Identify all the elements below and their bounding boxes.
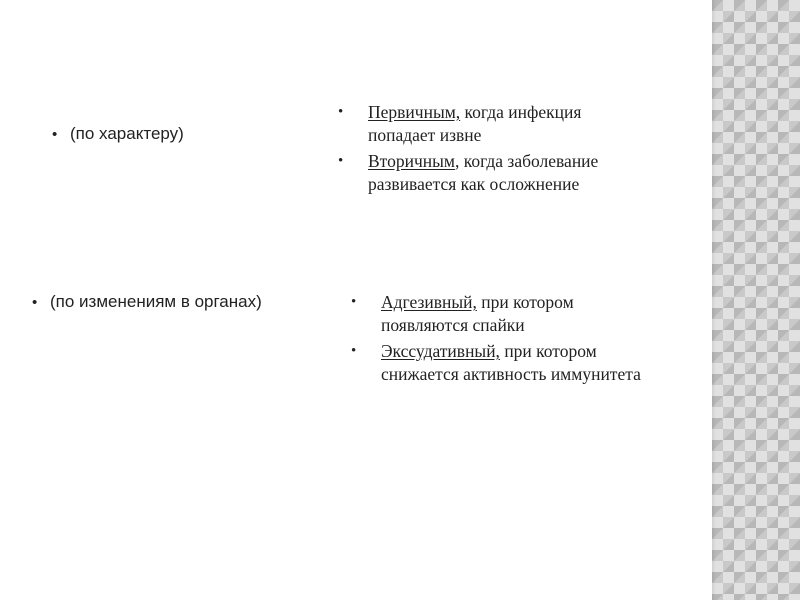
decorative-side-panel bbox=[712, 0, 800, 600]
item-text: при котором bbox=[499, 341, 597, 361]
item-text: появляются спайки bbox=[381, 315, 525, 335]
list-item-primary bbox=[338, 101, 598, 147]
list-item-exudative bbox=[351, 340, 641, 386]
list-item-secondary bbox=[338, 150, 598, 196]
bullet-icon: • bbox=[52, 126, 58, 143]
list-item-adhesive bbox=[351, 291, 641, 337]
term-adhesive: Адгезивный, bbox=[381, 292, 477, 312]
term-secondary: Вторичным bbox=[368, 151, 455, 171]
bullet-icon: • bbox=[338, 104, 344, 120]
item-text: развивается как осложнение bbox=[368, 174, 580, 194]
item-text: попадает извне bbox=[368, 125, 482, 145]
item-text: снижается активность иммунитета bbox=[381, 364, 641, 384]
bullet-icon: • bbox=[351, 294, 357, 310]
item-text: при котором bbox=[476, 292, 574, 312]
term-primary: Первичным, bbox=[368, 102, 461, 122]
category-label: (по характеру) bbox=[70, 124, 184, 143]
category-by-character bbox=[52, 123, 184, 146]
bullet-icon: • bbox=[351, 343, 357, 359]
bullet-icon: • bbox=[338, 153, 344, 169]
category-label: (по изменениям в органах) bbox=[50, 292, 262, 311]
category-by-organ-changes bbox=[32, 291, 262, 314]
item-text: , когда заболевание bbox=[454, 151, 599, 171]
item-text: когда инфекция bbox=[460, 102, 582, 122]
list-by-organ-changes bbox=[351, 291, 641, 386]
bullet-icon: • bbox=[32, 294, 38, 311]
list-by-character bbox=[338, 101, 598, 196]
term-exudative: Экссудативный, bbox=[381, 341, 500, 361]
